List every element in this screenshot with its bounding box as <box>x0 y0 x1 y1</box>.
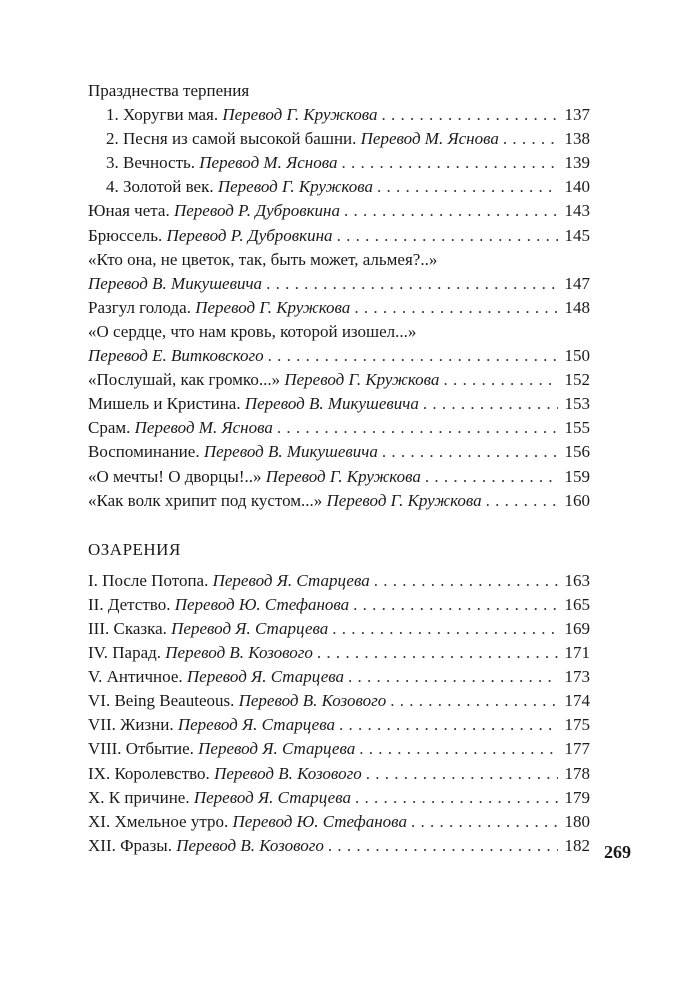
toc-entry <box>88 151 590 175</box>
entry-title: XI. Хмельное утро. Перевод Ю. Стефанова <box>88 811 407 831</box>
toc-entry <box>88 224 590 248</box>
section-heading: ОЗАРЕНИЯ <box>88 539 181 559</box>
entry-translator: Перевод Е. Витковского <box>88 346 264 366</box>
page-number: 145 <box>564 225 590 245</box>
toc-entry <box>88 737 590 761</box>
page-number: 153 <box>564 394 590 414</box>
leader-dots <box>332 617 558 641</box>
toc-entry <box>88 344 590 368</box>
toc-entry <box>88 368 590 392</box>
page-number: 148 <box>564 297 590 317</box>
entry-title: 3. Вечность. Перевод М. Яснова <box>106 153 338 173</box>
entry-title: V. Античное. Перевод Я. Старцева <box>88 667 345 687</box>
toc-entry <box>88 440 590 464</box>
entry-title-line: «О сердце, что нам кровь, которой изошел...» <box>88 321 417 341</box>
page-number: 143 <box>564 201 590 221</box>
page-number: 171 <box>564 643 590 663</box>
folio-page-number: 269 <box>604 842 631 862</box>
page-number: 175 <box>564 715 590 735</box>
entry-title: I. После Потопа. Перевод Я. Старцева <box>88 570 370 590</box>
leader-dots <box>355 786 558 810</box>
page-number: 156 <box>564 442 590 462</box>
group-heading: Празднества терпения <box>88 81 250 100</box>
page-number: 160 <box>564 490 590 510</box>
leader-dots <box>366 762 558 786</box>
leader-dots <box>348 665 558 689</box>
leader-dots <box>423 392 558 416</box>
page-number: 137 <box>564 105 590 125</box>
entry-title: Брюссель. Перевод Р. Дубровкина <box>88 225 333 245</box>
leader-dots <box>359 737 558 761</box>
toc-entry <box>88 272 590 296</box>
page-number: 140 <box>564 177 590 197</box>
page-number: 163 <box>564 570 590 590</box>
toc-entry <box>88 834 590 858</box>
entry-title: 2. Песня из самой высокой башни. Перевод М. Яснова <box>106 129 499 149</box>
entry-title-line: «Кто она, не цветок, так, быть может, альмея?..» <box>88 249 438 269</box>
leader-dots <box>337 224 558 248</box>
entry-title: Мишель и Кристина. Перевод В. Микушевича <box>88 394 419 414</box>
entry-title: «О мечты! О дворцы!..» Перевод Г. Кружкова <box>88 466 421 486</box>
entry-title: 1. Хоругви мая. Перевод Г. Кружкова <box>106 105 378 125</box>
page-number: 180 <box>564 811 590 831</box>
page-number: 139 <box>564 153 590 173</box>
page-number: 178 <box>564 763 590 783</box>
entry-title: Воспоминание. Перевод В. Микушевича <box>88 442 378 462</box>
entry-title: «Как волк хрипит под кустом...» Перевод Г. Кружкова <box>88 490 482 510</box>
leader-dots <box>377 175 558 199</box>
leader-dots <box>381 103 558 127</box>
leader-dots <box>339 713 558 737</box>
page-number: 177 <box>564 739 590 759</box>
leader-dots <box>277 416 558 440</box>
leader-dots <box>486 489 558 513</box>
page-number: 138 <box>564 129 590 149</box>
page-number: 165 <box>564 594 590 614</box>
page-number: 173 <box>564 667 590 687</box>
toc-entry <box>88 641 590 665</box>
toc-entry <box>88 665 590 689</box>
page-number: 182 <box>564 835 590 855</box>
leader-dots <box>344 199 558 223</box>
toc-entry <box>88 762 590 786</box>
entry-title: II. Детство. Перевод Ю. Стефанова <box>88 594 350 614</box>
leader-dots <box>374 569 558 593</box>
leader-dots <box>382 440 558 464</box>
leader-dots <box>353 593 558 617</box>
entry-title: XII. Фразы. Перевод В. Козового <box>88 835 324 855</box>
entry-title: VII. Жизни. Перевод Я. Старцева <box>88 715 335 735</box>
toc-entry <box>88 296 590 320</box>
leader-dots <box>328 834 558 858</box>
entry-title: Срам. Перевод М. Яснова <box>88 418 273 438</box>
leader-dots <box>268 344 558 368</box>
page-number: 179 <box>564 787 590 807</box>
leader-dots <box>342 151 559 175</box>
leader-dots <box>354 296 558 320</box>
page-number: 155 <box>564 418 590 438</box>
toc-entry <box>88 713 590 737</box>
entry-title: X. К причине. Перевод Я. Старцева <box>88 787 351 807</box>
leader-dots <box>317 641 558 665</box>
toc-entry <box>88 199 590 223</box>
leader-dots <box>266 272 558 296</box>
entry-title: IX. Королевство. Перевод В. Козового <box>88 763 362 783</box>
page-number: 169 <box>564 618 590 638</box>
entry-title: IV. Парад. Перевод В. Козового <box>88 643 313 663</box>
page-number: 150 <box>564 346 590 366</box>
entry-title: «Послушай, как громко...» Перевод Г. Кружкова <box>88 370 440 390</box>
leader-dots <box>503 127 558 151</box>
entry-title: Юная чета. Перевод Р. Дубровкина <box>88 201 340 221</box>
toc-entry <box>88 465 590 489</box>
leader-dots <box>390 689 558 713</box>
toc-entry <box>88 392 590 416</box>
toc-entry <box>88 416 590 440</box>
page-number: 147 <box>564 273 590 293</box>
toc-entry <box>88 810 590 834</box>
toc-entry <box>88 175 590 199</box>
page-number: 159 <box>564 466 590 486</box>
toc-entry <box>88 127 590 151</box>
toc-entry <box>88 786 590 810</box>
toc-entry <box>88 489 590 513</box>
toc-entry <box>88 593 590 617</box>
leader-dots <box>411 810 558 834</box>
entry-title: VIII. Отбытие. Перевод Я. Старцева <box>88 739 356 759</box>
toc-entry <box>88 617 590 641</box>
toc-entry <box>88 689 590 713</box>
page-number: 152 <box>564 370 590 390</box>
table-of-contents <box>88 79 590 858</box>
entry-title: Разгул голода. Перевод Г. Кружкова <box>88 297 351 317</box>
leader-dots <box>443 368 558 392</box>
leader-dots <box>425 465 558 489</box>
entry-title: III. Сказка. Перевод Я. Старцева <box>88 618 329 638</box>
entry-title: 4. Золотой век. Перевод Г. Кружкова <box>106 177 373 197</box>
toc-entry <box>88 569 590 593</box>
entry-title: VI. Being Beauteous. Перевод В. Козового <box>88 691 387 711</box>
toc-entry <box>88 103 590 127</box>
entry-translator: Перевод В. Микушевича <box>88 273 263 293</box>
page-number: 174 <box>564 691 590 711</box>
